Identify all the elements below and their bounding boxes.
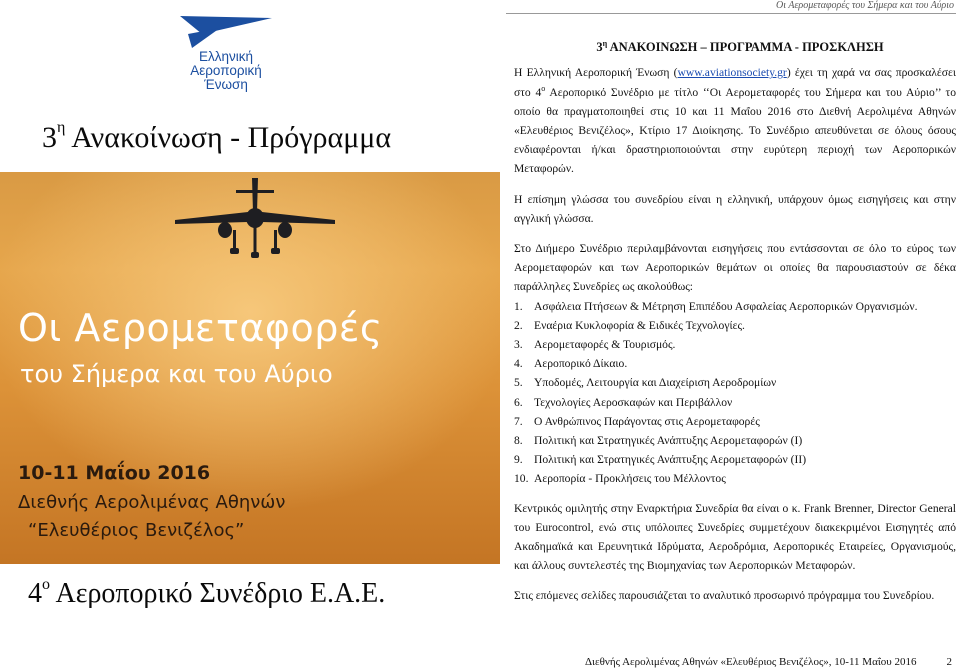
intro-text-c: Αεροπορικό Συνέδριο με τίτλο ‘‘Οι Αερομεταφορές του Σήμερα και του Αύριο’’ το οποίο θα πραγματοποιηθεί στις 10 και 11 Μαΐου 2016 στο Διεθνή Αερολιμένα Αθηνών «Ελευθέριος Βενιζέλος», Κτίριο 17 Διοίκησης. Το Συνέδριο απευθύνεται σε όλους όσους ενδιαφέρονται ή/και δραστηριοποιούνται στην ευρύτερη περιοχή των Αεροπορικών Μεταφορών. xyxy=(514,85,956,176)
session-title: Ασφάλεια Πτήσεων & Μέτρηση Επιπέδου Ασφαλείας Αεροπορικών Οργανισμών. xyxy=(534,299,918,313)
heading-ordinal: η xyxy=(602,39,608,48)
congress-number: 4 xyxy=(28,578,42,609)
list-item xyxy=(514,335,956,354)
conference-poster xyxy=(0,172,500,564)
session-number: 1. xyxy=(514,299,523,313)
intro-text-a: Η Ελληνική Αεροπορική Ένωση ( xyxy=(514,66,678,80)
session-number: 4. xyxy=(514,357,523,371)
list-item xyxy=(514,450,956,469)
poster-venue-line1: Διεθνής Αερολιμένας Αθηνών xyxy=(18,492,286,513)
session-number: 6. xyxy=(514,395,523,409)
session-title: Πολιτική και Στρατηγικές Ανάπτυξης Αερομεταφορών (Ι) xyxy=(534,434,803,448)
list-item xyxy=(514,412,956,431)
logo-line: Ελληνική xyxy=(198,49,254,64)
body-heading xyxy=(514,34,956,57)
session-title: Ο Ανθρώπινος Παράγοντας στις Αερομεταφορές xyxy=(534,414,760,428)
list-item xyxy=(514,297,956,316)
announcement-body xyxy=(514,34,956,617)
logo-text xyxy=(176,50,276,92)
poster-headline: Οι Αερομεταφορές xyxy=(18,306,383,350)
poster-date: 10-11 Μαΐου 2016 xyxy=(18,462,211,484)
footer-text: Διεθνής Αερολιμένας Αθηνών «Ελευθέριος Βενιζέλος», 10-11 Μαΐου 2016 xyxy=(584,656,917,668)
session-title: Πολιτική και Στρατηγικές Ανάπτυξης Αερομεταφορών (ΙΙ) xyxy=(534,453,807,467)
running-header: Οι Αερομεταφορές του Σήμερα και του Αύριο xyxy=(776,0,954,11)
keynote-paragraph: Κεντρικός ομιλητής στην Εναρκτήρια Συνεδρία θα είναι ο κ. Frank Brenner, Director General του Eurocontrol, ενώ στις υπόλοιπες Συνεδρίες συμμετέχουν διακεκριμένοι Εισηγητές από Ακαδημαϊκά και Ερευνητικά Ιδρύματα, Αεροδρόμια, Αεροπορικές Εταιρείες, Οργανισμούς, και άλλους συντελεστές της Βιομηχανίας των Αεροπορικών Μεταφορών. xyxy=(514,501,956,573)
closing-paragraph: Στις επόμενες σελίδες παρουσιάζεται το αναλυτικό προσωρινό πρόγραμμα του Συνεδρίου. xyxy=(514,589,935,603)
list-item xyxy=(514,354,956,373)
intro-paragraph xyxy=(514,63,956,178)
list-item xyxy=(514,393,956,412)
announcement-title xyxy=(42,121,391,155)
header-rule xyxy=(506,13,956,14)
eae-wing-icon xyxy=(180,14,272,48)
poster-venue-line2: “Ελευθέριος Βενιζέλος” xyxy=(28,520,245,541)
list-item xyxy=(514,316,956,335)
language-paragraph: Η επίσημη γλώσσα του συνεδρίου είναι η ελληνική, υπάρχουν όμως εισηγήσεις και στην αγγλική γλώσσα. xyxy=(514,192,956,225)
logo-line: Αεροπορική xyxy=(190,63,262,78)
sessions-list xyxy=(514,297,956,489)
congress-text: Αεροπορικό Συνέδριο Ε.Α.Ε. xyxy=(55,578,386,609)
session-number: 10. xyxy=(514,472,529,486)
eae-logo xyxy=(176,14,276,100)
session-title: Τεχνολογίες Αεροσκαφών και Περιβάλλον xyxy=(534,395,733,409)
intro-ordinal: ο xyxy=(541,83,546,93)
session-number: 3. xyxy=(514,338,523,351)
intro-text-b: ) έχει τη χαρά να σας προσκαλέσει στο 4 xyxy=(514,66,956,99)
session-number: 8. xyxy=(514,434,523,448)
heading-text: ΑΝΑΚΟΙΝΩΣΗ – ΠΡΟΓΡΑΜΜΑ - ΠΡΟΣΚΛΗΣΗ xyxy=(609,40,884,55)
session-number: 9. xyxy=(514,453,523,467)
list-item xyxy=(514,431,956,450)
congress-title xyxy=(28,578,385,610)
announcement-text: Ανακοίνωση - Πρόγραμμα xyxy=(71,121,392,154)
session-number: 7. xyxy=(514,414,523,428)
session-title: Εναέρια Κυκλοφορία & Ειδικές Τεχνολογίες. xyxy=(534,318,745,332)
list-item xyxy=(514,469,956,488)
logo-line: Ένωση xyxy=(204,77,248,92)
session-number: 5. xyxy=(514,376,523,390)
session-title: Αεροπορικό Δίκαιο. xyxy=(534,357,628,371)
session-title: Αεροπορία - Προκλήσεις του Μέλλοντος xyxy=(534,472,726,486)
heading-number: 3 xyxy=(596,40,603,55)
session-title: Υποδομές, Λειτουργία και Διαχείριση Αεροδρομίων xyxy=(534,376,777,390)
announcement-ordinal: η xyxy=(57,119,66,136)
sessions-intro-paragraph: Στο Διήμερο Συνέδριο περιλαμβάνονται εισηγήσεις που εντάσσονται σε όλο το εύρος των Αερομεταφορών και των Αεροπορικών θεμάτων οι οποίες θα παρουσιαστούν σε δέκα παράλληλες Συνεδρίες ως ακολούθως: xyxy=(514,241,956,294)
list-item xyxy=(514,373,956,392)
page-footer xyxy=(585,656,952,668)
session-number: 2. xyxy=(514,318,523,332)
website-link[interactable]: www.aviationsociety.gr xyxy=(677,66,787,80)
announcement-number: 3 xyxy=(42,121,57,154)
page-number: 2 xyxy=(946,656,952,668)
poster-subheadline: του Σήμερα και του Αύριο xyxy=(20,360,333,388)
congress-ordinal: ο xyxy=(42,576,50,593)
session-title: Αερομεταφορές & Τουρισμός. xyxy=(534,338,676,351)
airplane-icon xyxy=(170,172,340,282)
